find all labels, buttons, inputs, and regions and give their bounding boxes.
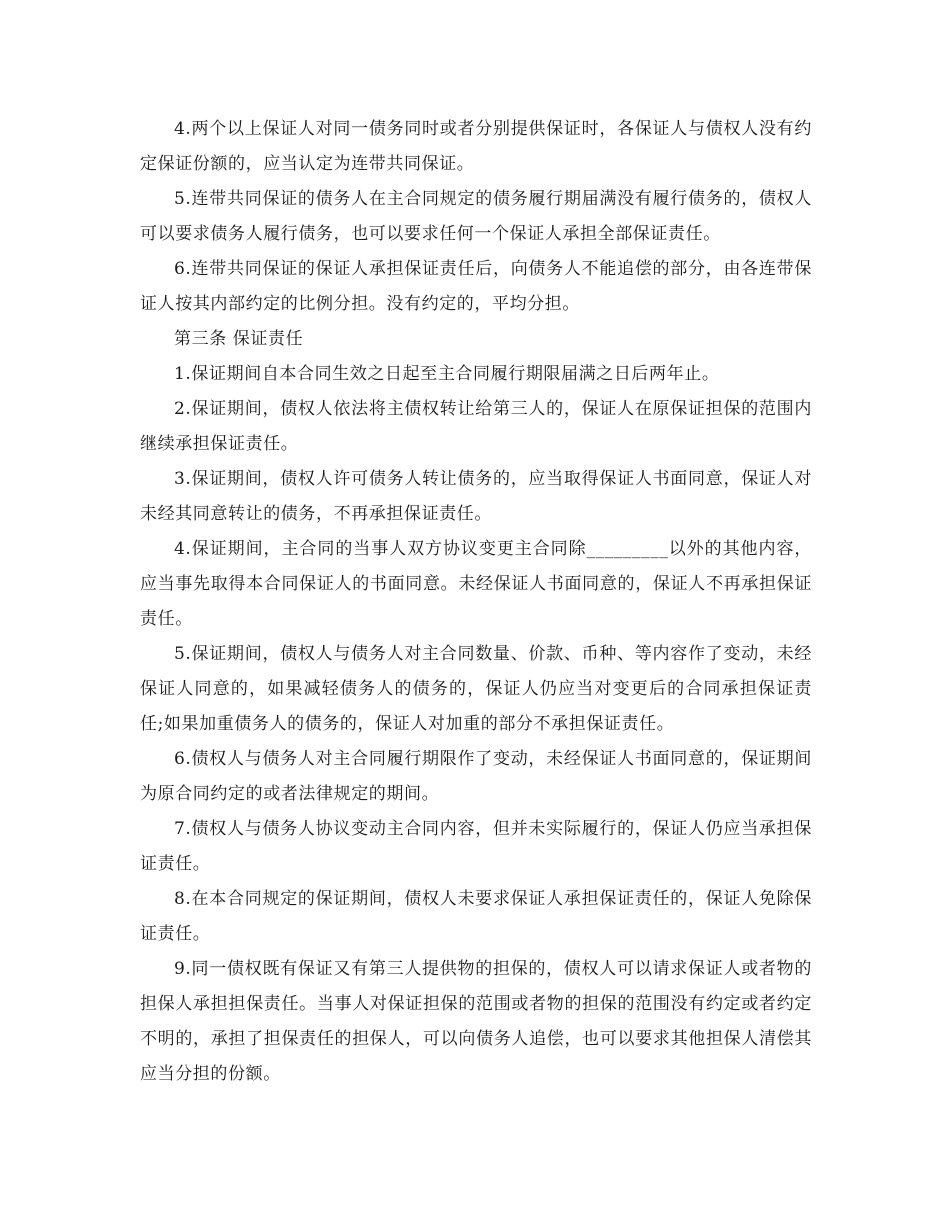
- clause-1: 1.保证期间自本合同生效之日起至主合同履行期限届满之日后两年止。: [174, 364, 720, 384]
- clause-8: 8.在本合同规定的保证期间，债权人未要求保证人承担保证责任的，保证人免除保证责任。: [140, 889, 812, 944]
- clause-9: 9.同一债权既有保证又有第三人提供物的担保的，债权人可以请求保证人或者物的担保人承担担保责任。当事人对保证担保的范围或者物的担保的范围没有约定或者约定不明的，承担了担保责任的担保人，可以向债务人追偿，也可以要求其他担保人清偿其应当分担的份额。: [140, 959, 812, 1084]
- document-body: [140, 112, 812, 1092]
- clause-4: 4.保证期间，主合同的当事人双方协议变更主合同除_________以外的其他内容，应当事先取得本合同保证人的书面同意。未经保证人书面同意的，保证人不再承担保证责任。: [140, 539, 812, 629]
- paragraph-5: 5.连带共同保证的债务人在主合同规定的债务履行期届满没有履行债务的，债权人可以要求债务人履行债务，也可以要求任何一个保证人承担全部保证责任。: [140, 189, 812, 244]
- section-heading: 第三条 保证责任: [174, 329, 304, 349]
- clause-2: 2.保证期间，债权人依法将主债权转让给第三人的，保证人在原保证担保的范围内继续承担保证责任。: [140, 399, 812, 454]
- paragraph-4: 4.两个以上保证人对同一债务同时或者分别提供保证时，各保证人与债权人没有约定保证份额的，应当认定为连带共同保证。: [140, 119, 812, 174]
- paragraph-6: 6.连带共同保证的保证人承担保证责任后，向债务人不能追偿的部分，由各连带保证人按其内部约定的比例分担。没有约定的，平均分担。: [140, 259, 812, 314]
- clause-5: 5.保证期间，债权人与债务人对主合同数量、价款、币种、等内容作了变动，未经保证人同意的，如果减轻债务人的债务的，保证人仍应当对变更后的合同承担保证责任;如果加重债务人的债务的，保证人对加重的部分不承担保证责任。: [140, 644, 812, 734]
- clause-7: 7.债权人与债务人协议变动主合同内容，但并未实际履行的，保证人仍应当承担保证责任。: [140, 819, 812, 874]
- clause-6: 6.债权人与债务人对主合同履行期限作了变动，未经保证人书面同意的，保证期间为原合同约定的或者法律规定的期间。: [140, 749, 812, 804]
- clause-3: 3.保证期间，债权人许可债务人转让债务的，应当取得保证人书面同意，保证人对未经其同意转让的债务，不再承担保证责任。: [140, 469, 812, 524]
